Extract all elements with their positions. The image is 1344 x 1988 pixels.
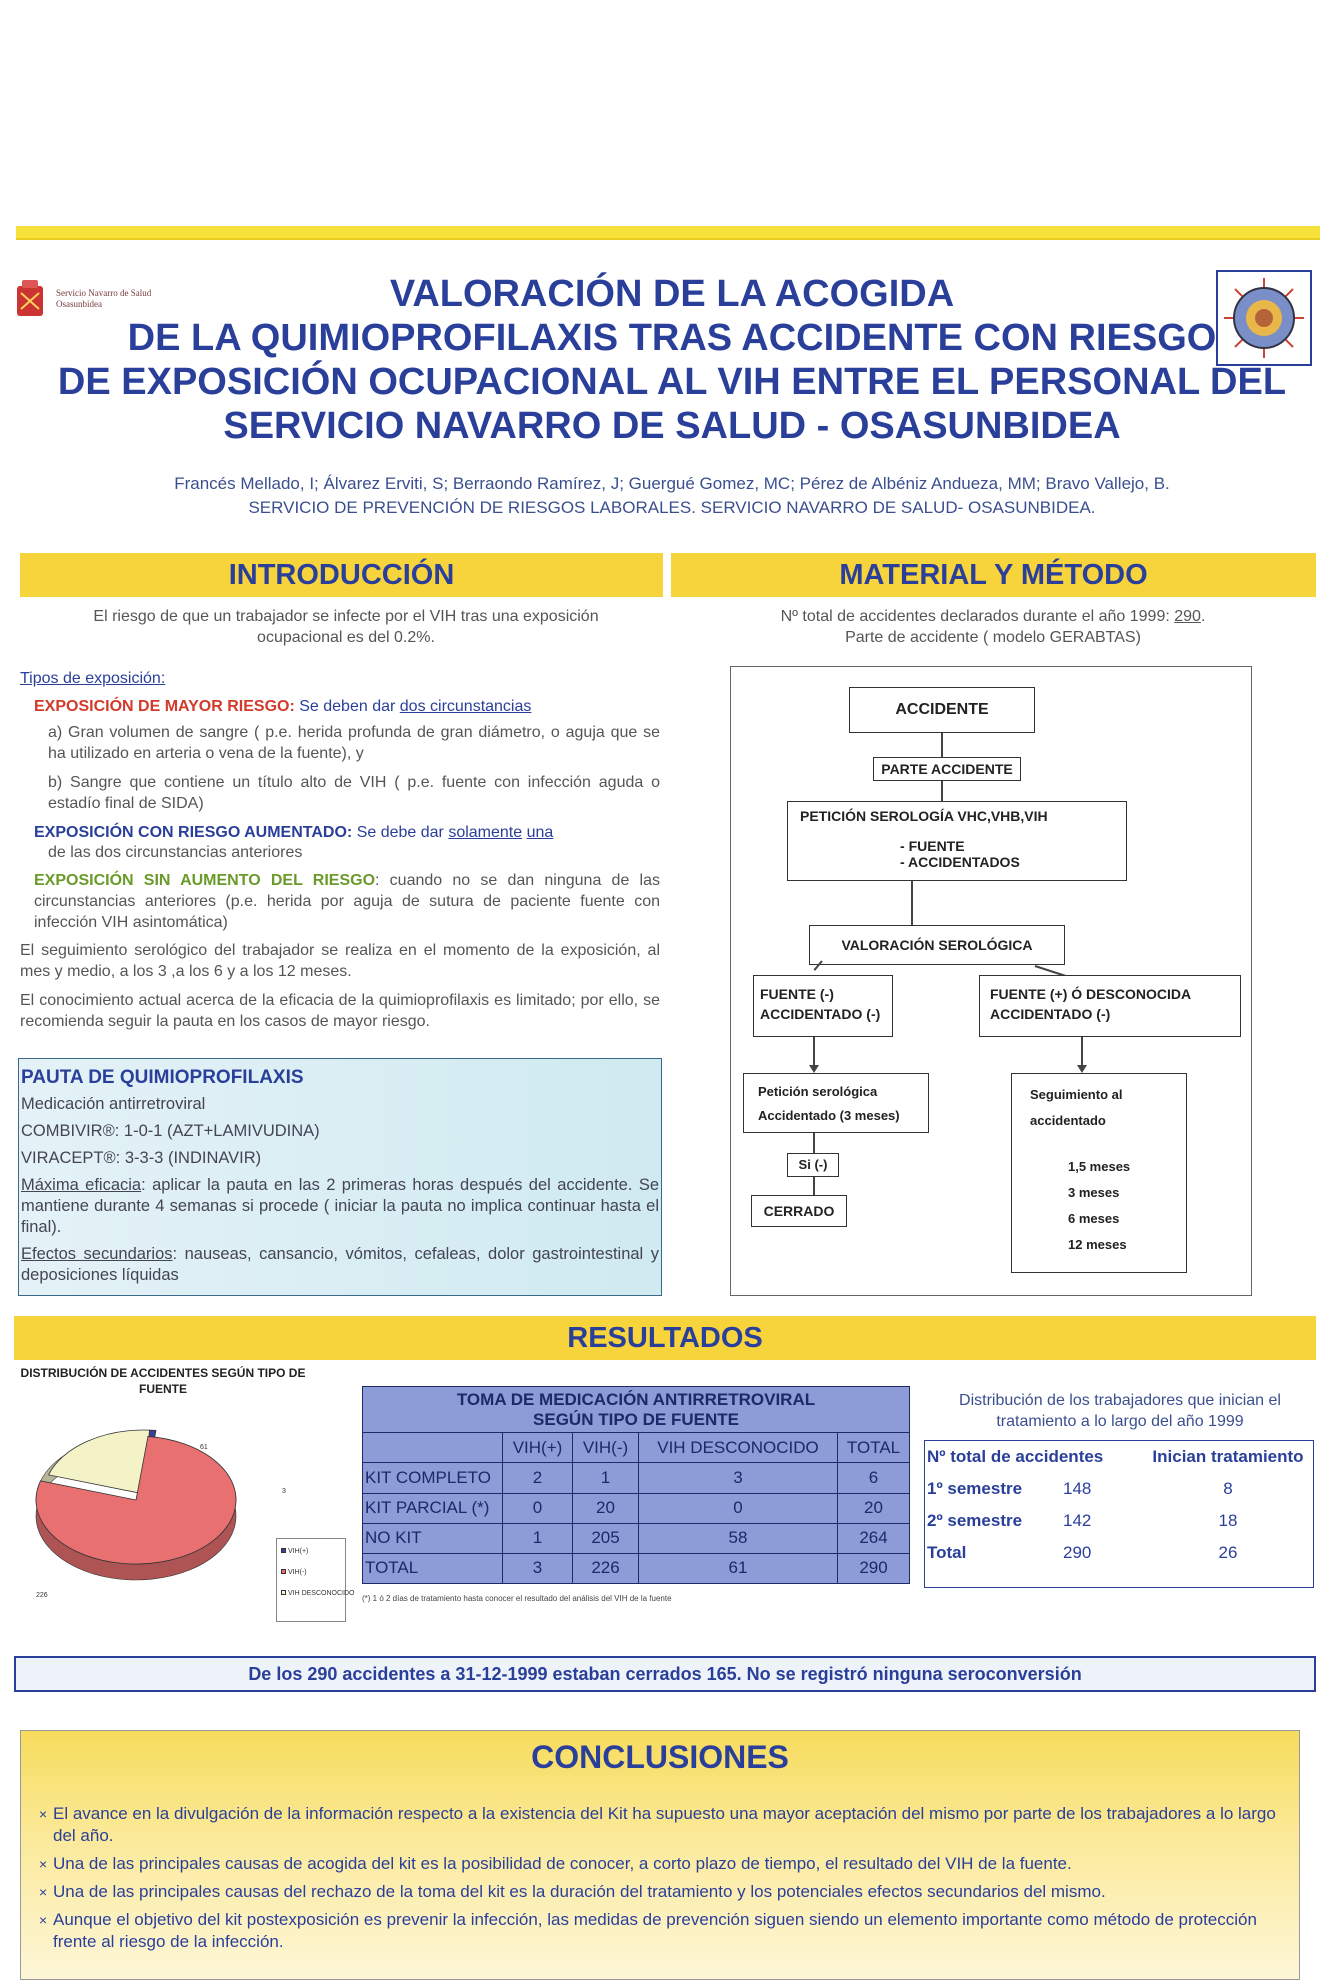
dist-caption: Distribución de los trabajadores que inician el tratamiento a lo largo del año 1999 xyxy=(959,1392,1281,1430)
table-row xyxy=(363,1553,910,1583)
legend-swatch xyxy=(281,1548,286,1553)
table-cell: 205 xyxy=(573,1523,639,1553)
table-cell: TOTAL xyxy=(363,1553,503,1583)
legend-item-vih-pos xyxy=(281,1548,341,1555)
aumentado-underline-2: una xyxy=(526,824,554,841)
table-cell: NO KIT xyxy=(363,1523,503,1553)
legend-label: VIH DESCONOCIDO xyxy=(287,1590,355,1597)
legend-item-vih-neg xyxy=(281,1569,341,1576)
pauta-eficacia xyxy=(21,1175,659,1238)
table-header: TOTAL xyxy=(838,1433,910,1463)
flow-cerrado: CERRADO xyxy=(751,1195,847,1227)
flow-peticion xyxy=(787,801,1127,881)
efectos-label: Efectos secundarios xyxy=(21,1245,173,1263)
logo-line-1: Servicio Navarro de Salud xyxy=(56,288,152,298)
mayor-riesgo-label: EXPOSICIÓN DE MAYOR RIESGO: xyxy=(34,698,295,715)
table-caption-line-2: SEGÚN TIPO DE FUENTE xyxy=(533,1409,739,1429)
table-cell: 2 xyxy=(503,1463,573,1493)
flow-neg-line-1: FUENTE (-) xyxy=(760,986,834,1002)
flow-seg-list xyxy=(1030,1154,1168,1258)
dist-cell: Total xyxy=(927,1543,967,1562)
flow-seguimiento xyxy=(1011,1073,1187,1273)
flow-valoracion: VALORACIÓN SEROLÓGICA xyxy=(809,925,1065,965)
pie-title: DISTRIBUCIÓN DE ACCIDENTES SEGÚN TIPO DE FUENTE xyxy=(20,1366,306,1396)
dist-cell: 142 xyxy=(1063,1511,1092,1530)
pauta-efectos xyxy=(21,1244,659,1286)
flow-connector xyxy=(813,1133,815,1153)
mayor-riesgo xyxy=(34,696,660,717)
pauta-line-2: COMBIVIR®: 1-0-1 (AZT+LAMIVUDINA) xyxy=(21,1122,320,1140)
aumentado-label: EXPOSICIÓN CON RIESGO AUMENTADO: xyxy=(34,824,353,841)
table-row xyxy=(363,1463,910,1493)
flow-neg xyxy=(753,975,893,1037)
table-cell: KIT PARCIAL (*) xyxy=(363,1493,503,1523)
flow-parte: PARTE ACCIDENTE xyxy=(873,757,1021,781)
dist-cell: 1º semestre xyxy=(927,1479,1023,1498)
table-cell: 3 xyxy=(503,1553,573,1583)
table-cell: 290 xyxy=(838,1553,910,1583)
flow-seg-line-2: accidentado xyxy=(1030,1113,1106,1128)
pauta-title: PAUTA DE QUIMIOPROFILAXIS xyxy=(21,1067,304,1088)
dist-header-row xyxy=(925,1441,1313,1473)
pauta-box xyxy=(18,1058,662,1296)
dist-cell: 2º semestre xyxy=(927,1511,1023,1530)
seguimiento-text: El seguimiento serológico del trabajador se realiza en el momento de la exposición, al mes y medio, a los 3 ,a los 6 y a los 12 meses. xyxy=(20,942,660,980)
material-line-1 xyxy=(700,606,1286,627)
title-line-3: DE EXPOSICIÓN OCUPACIONAL AL VIH ENTRE EL PERSONAL DEL xyxy=(57,361,1287,403)
flow-neg-line-2: ACCIDENTADO (-) xyxy=(760,1006,881,1022)
legend-swatch xyxy=(281,1590,286,1595)
eficacia-text: : aplicar la pauta en las 2 primeras horas después del accidente. Se mantiene durante 4 semanas si procede ( iniciar la pauta no implica continuar hasta el final). xyxy=(21,1176,659,1236)
pauta-line-1: Medicación antirretroviral xyxy=(21,1095,206,1113)
material-line-2: Parte de accidente ( modelo GERABTAS) xyxy=(845,629,1141,646)
arrow-down-icon xyxy=(1077,1065,1087,1073)
dist-cell: 290 xyxy=(1063,1543,1092,1562)
flow-accidentados-item: - ACCIDENTADOS xyxy=(900,854,1020,870)
flow-si: Si (-) xyxy=(787,1153,839,1177)
dist-row xyxy=(925,1537,1313,1569)
table-cell: 20 xyxy=(573,1493,639,1523)
table-cell: KIT COMPLETO xyxy=(363,1463,503,1493)
dist-header: Inician tratamiento xyxy=(1152,1447,1304,1466)
list-item: × Aunque el objetivo del kit postexposición es prevenir la infección, las medidas de prevención siguen siendo un elemento importante como método de protección frente al riesgo de la infección. xyxy=(39,1909,1287,1953)
flow-pet-line-1: Petición serológica xyxy=(758,1084,878,1099)
flow-connector xyxy=(911,881,913,925)
flowchart xyxy=(730,666,1252,1296)
table-caption xyxy=(363,1387,910,1433)
dist-row xyxy=(925,1505,1313,1537)
table-header: VIH(-) xyxy=(573,1433,639,1463)
authors-block xyxy=(40,472,1304,520)
logo-line-2: Osasunbidea xyxy=(56,298,102,309)
riesgo-aumentado xyxy=(34,822,660,843)
eficacia-label: Máxima eficacia xyxy=(21,1176,142,1194)
title-line-2: DE LA QUIMIOPROFILAXIS TRAS ACCIDENTE CON RIESGO xyxy=(127,317,1217,359)
flow-peticion-title: PETICIÓN SEROLOGÍA VHC,VHB,VIH xyxy=(800,808,1048,824)
aumentado-tail: de las dos circunstancias anteriores xyxy=(48,844,303,861)
legend-item-vih-desc xyxy=(281,1590,355,1597)
mayor-riesgo-a: a) Gran volumen de sangre ( p.e. herida profunda de gran diámetro, o aguja que se ha utilizado en arteria o vena de la fuente), y xyxy=(48,724,660,762)
flow-seg-item: 3 meses xyxy=(1068,1185,1120,1200)
dist-header: Nº total de accidentes xyxy=(927,1447,1104,1466)
flow-fuente-item: - FUENTE xyxy=(900,838,965,854)
table-cell: 0 xyxy=(639,1493,838,1523)
flow-connector xyxy=(813,1177,815,1197)
flow-pet xyxy=(743,1073,929,1133)
table-cell: 0 xyxy=(503,1493,573,1523)
flow-pos-line-1: FUENTE (+) Ó DESCONOCIDA xyxy=(990,986,1192,1002)
material-line-1-pre: Nº total de accidentes declarados durante el año 1999: xyxy=(780,608,1175,625)
table-cell: 226 xyxy=(573,1553,639,1583)
table-cell: 3 xyxy=(639,1463,838,1493)
mayor-riesgo-b: b) Sangre que contiene un título alto de VIH ( p.e. fuente con infección aguda o estadío final de SIDA) xyxy=(48,774,660,812)
dist-table-box xyxy=(924,1440,1314,1588)
summary-banner: De los 290 accidentes a 31-12-1999 estaban cerrados 165. No se registró ninguna seroconversión xyxy=(14,1656,1316,1692)
dist-cell: 148 xyxy=(1063,1479,1092,1498)
material-total: 290 xyxy=(1174,608,1201,625)
mayor-riesgo-underline: dos circunstancias xyxy=(399,698,532,715)
pie-label-3: 3 xyxy=(282,1488,286,1495)
table-row xyxy=(363,1523,910,1553)
poster-title xyxy=(40,272,1304,448)
authors: Francés Mellado, I; Álvarez Erviti, S; Berraondo Ramírez, J; Guergué Gomez, MC; Pérez de Albéniz Andueza, MM; Bravo Vallejo, B. xyxy=(174,474,1170,493)
dist-cell: 26 xyxy=(1218,1543,1238,1562)
list-item: × El avance en la divulgación de la información respecto a la existencia del Kit ha supuesto una mayor aceptación del mismo por parte de los trabajadores a lo largo del año. xyxy=(39,1803,1287,1847)
flow-connector xyxy=(941,733,943,757)
legend-label: VIH(+) xyxy=(287,1548,309,1555)
aumentado-underline-1: solamente xyxy=(448,824,523,841)
flow-connector xyxy=(1081,1037,1083,1067)
arrow-down-icon xyxy=(809,1065,819,1073)
conclusiones-heading: CONCLUSIONES xyxy=(531,1739,789,1775)
sin-aumento xyxy=(34,870,660,933)
intro-lead: El riesgo de que un trabajador se infecte por el VIH tras una exposición ocupacional es del 0.2%. xyxy=(93,608,599,646)
table-caption-line-1: TOMA DE MEDICACIÓN ANTIRRETROVIRAL xyxy=(456,1389,816,1409)
dist-cell: 18 xyxy=(1218,1511,1238,1530)
sin-aumento-text: : cuando no se dan ninguna de las circunstancias anteriores (p.e. herida por aguja de sutura de paciente fuente con infección VIH asintomática) xyxy=(34,872,661,931)
table-cell: 1 xyxy=(573,1463,639,1493)
table-cell: 61 xyxy=(639,1553,838,1583)
table-header-row xyxy=(363,1433,910,1463)
table-row xyxy=(363,1493,910,1523)
conclusiones-list xyxy=(39,1803,1287,1959)
dist-table xyxy=(925,1441,1313,1569)
pie-label-226: 226 xyxy=(36,1592,48,1599)
legend-label: VIH(-) xyxy=(287,1569,307,1576)
flow-seg-item: 1,5 meses xyxy=(1068,1159,1131,1174)
flow-seg-item: 12 meses xyxy=(1068,1237,1127,1252)
table-cell: 58 xyxy=(639,1523,838,1553)
table-cell: 1 xyxy=(503,1523,573,1553)
list-item: × Una de las principales causas de acogida del kit es la posibilidad de conocer, a corto plazo de tiempo, el resultado del VIH de la fuente. xyxy=(39,1853,1287,1875)
flow-seg-item: 6 meses xyxy=(1068,1211,1120,1226)
flow-connector xyxy=(941,781,943,801)
table-note: (*) 1 ó 2 días de tratamiento hasta conocer el resultado del análisis del VIH de la fuente xyxy=(362,1594,672,1603)
flow-pet-line-2: Accidentado (3 meses) xyxy=(758,1108,900,1123)
flow-seg-line-1: Seguimiento al xyxy=(1030,1087,1123,1102)
pauta-line-3: VIRACEPT®: 3-3-3 (INDINAVIR) xyxy=(21,1149,262,1167)
pie-slice-vih-desconocido xyxy=(49,1430,150,1494)
title-line-1: VALORACIÓN DE LA ACOGIDA xyxy=(389,273,955,315)
material-line-1-post: . xyxy=(1200,608,1206,625)
dist-row xyxy=(925,1473,1313,1505)
efectos-text: : nauseas, cansancio, vómitos, cefaleas, dolor gastrointestinal y deposiciones líquidas xyxy=(21,1245,659,1284)
legend-swatch xyxy=(281,1569,286,1574)
mayor-riesgo-text: Se deben dar xyxy=(294,698,400,715)
sin-aumento-label: EXPOSICIÓN SIN AUMENTO DEL RIESGO xyxy=(34,872,376,889)
table-header: VIH(+) xyxy=(503,1433,573,1463)
flow-accidente: ACCIDENTE xyxy=(849,687,1035,733)
flow-pos xyxy=(979,975,1241,1037)
flow-fuente: FUENTE xyxy=(908,838,965,854)
pie-legend xyxy=(276,1538,355,1622)
pie-label-61: 61 xyxy=(200,1444,208,1451)
conocimiento-text: El conocimiento actual acerca de la eficacia de la quimioprofilaxis es limitado; por ello, se recomienda seguir la pauta en los casos de mayor riesgo. xyxy=(20,992,660,1030)
list-item: × Una de las principales causas del rechazo de la toma del kit es la duración del tratamiento y los potenciales efectos secundarios del mismo. xyxy=(39,1881,1287,1903)
affiliation: SERVICIO DE PREVENCIÓN DE RIESGOS LABORALES. SERVICIO NAVARRO DE SALUD- OSASUNBIDEA. xyxy=(248,498,1096,517)
medicacion-table xyxy=(362,1386,910,1584)
table-cell: 20 xyxy=(838,1493,910,1523)
title-line-4: SERVICIO NAVARRO DE SALUD - OSASUNBIDEA xyxy=(223,405,1121,447)
table-caption-row xyxy=(363,1387,910,1433)
top-yellow-bar xyxy=(16,226,1320,240)
conclusiones-box xyxy=(20,1730,1300,1980)
types-label: Tipos de exposición: xyxy=(20,670,166,687)
table-header xyxy=(363,1433,503,1463)
table-cell: 264 xyxy=(838,1523,910,1553)
dist-cell: 8 xyxy=(1223,1479,1233,1498)
table-cell: 6 xyxy=(838,1463,910,1493)
flow-pos-line-2: ACCIDENTADO (-) xyxy=(990,1006,1111,1022)
table-header: VIH DESCONOCIDO xyxy=(639,1433,838,1463)
flow-accidentados: ACCIDENTADOS xyxy=(908,854,1020,870)
material-heading: MATERIAL Y MÉTODO xyxy=(671,553,1316,597)
intro-heading: INTRODUCCIÓN xyxy=(20,553,663,597)
flow-connector xyxy=(813,1037,815,1067)
resultados-heading: RESULTADOS xyxy=(14,1316,1316,1360)
aumentado-text: Se debe dar xyxy=(352,824,449,841)
